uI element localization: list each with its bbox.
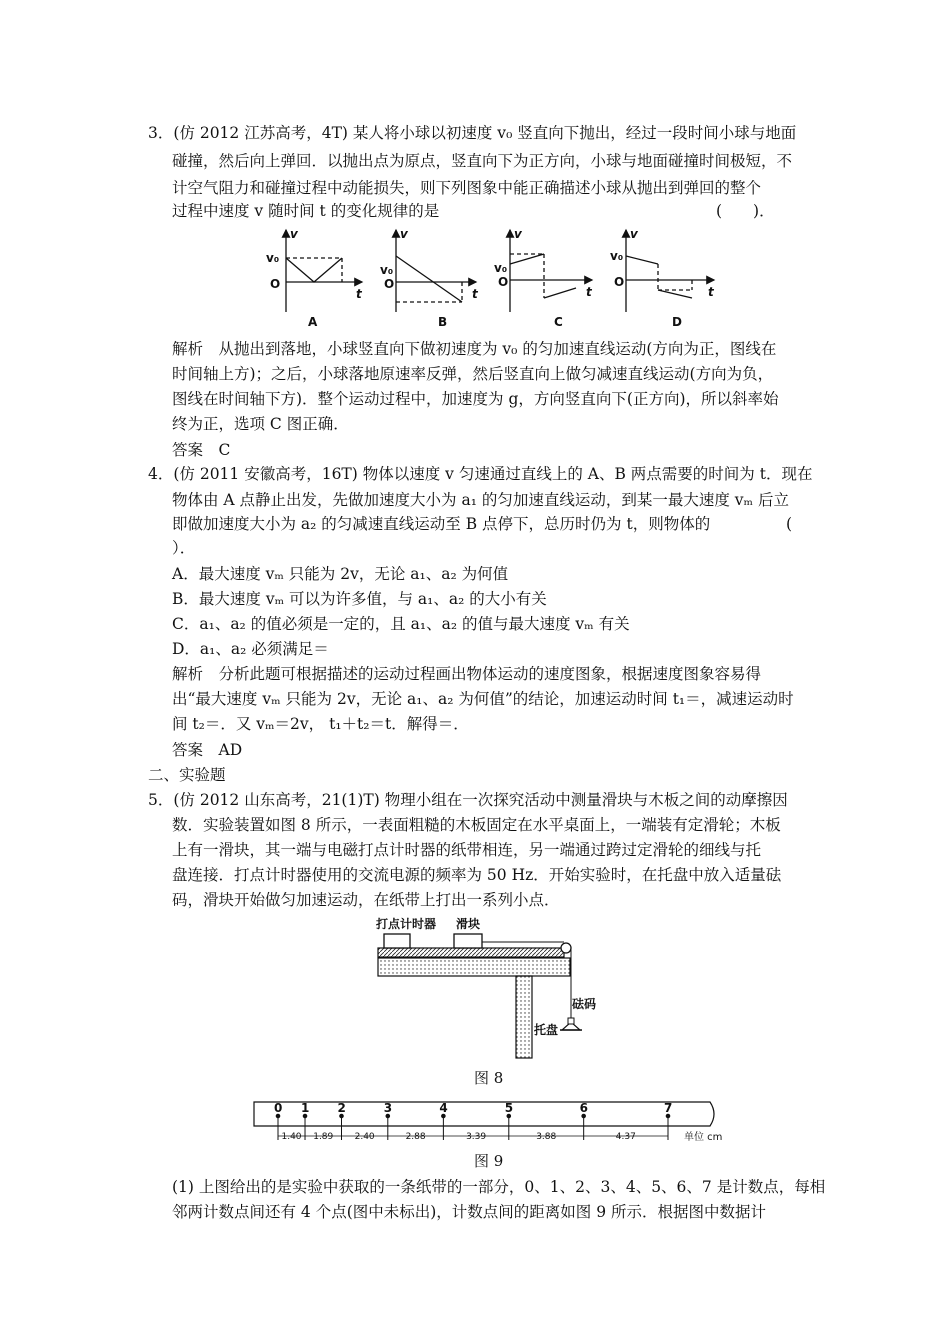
svg-text:t: t	[586, 285, 592, 299]
svg-text:v: v	[290, 227, 298, 241]
tape-point-label-0: 0	[274, 1101, 283, 1115]
svg-text:C: C	[554, 315, 563, 329]
q3-analysis-2: 时间轴上方)；之后，小球落地原速率反弹，然后竖直向上做匀减速直线运动(方向为负，	[172, 365, 774, 383]
svg-text:t: t	[708, 285, 714, 299]
svg-text:D: D	[672, 315, 682, 329]
svg-text:砝码: 砝码	[572, 997, 597, 1011]
fig9-paper-tape	[248, 1094, 726, 1146]
svg-text:v₀: v₀	[610, 249, 624, 263]
tape-point-label-2: 2	[337, 1101, 346, 1115]
graph-d	[626, 230, 714, 312]
q4-line-2: 物体由 A 点静止出发，先做加速度大小为 a₁ 的匀加速直线运动，到某一最大速度 vₘ 后立	[172, 491, 789, 509]
q4-analysis-3: 间 t₂＝．又 vₘ＝2v， t₁＋t₂＝t．解得＝．	[172, 715, 469, 733]
q4-option-a: A．最大速度 vₘ 只能为 2v，无论 a₁、a₂ 为何值	[172, 565, 509, 583]
tape-point-label-6: 6	[579, 1101, 589, 1115]
tape-point-label-3: 3	[383, 1101, 393, 1115]
tape-distance-3: 2.88	[405, 1132, 426, 1142]
svg-text:O: O	[614, 275, 625, 289]
q4-analysis-1: 解析 分析此题可根据描述的运动过程画出物体运动的速度图象，根据速度图象容易得	[172, 665, 762, 683]
svg-text:t: t	[356, 287, 362, 301]
q5-line-5: 码，滑块开始做匀加速运动，在纸带上打出一系列小点．	[172, 891, 560, 909]
svg-text:v₀: v₀	[266, 251, 280, 265]
q4-line-3: 即做加速度大小为 a₂ 的匀减速直线运动至 B 点停下，总历时仍为 t，则物体的	[172, 515, 711, 533]
graph-b	[396, 230, 476, 312]
q4-answer-blank: (	[786, 515, 793, 533]
tape-point-label-7: 7	[664, 1101, 673, 1115]
svg-text:滑块: 滑块	[456, 917, 481, 931]
q3-analysis-3: 图线在时间轴下方)．整个运动过程中，加速度为 g，方向竖直向下(正方向)，所以斜率始	[172, 390, 779, 408]
svg-text:v: v	[630, 227, 638, 241]
fig8-caption: 图 8	[474, 1069, 504, 1087]
q4-option-c: C．a₁、a₂ 的值必须是一定的，且 a₁、a₂ 的值与最大速度 vₘ 有关	[172, 615, 630, 633]
section-title: 二、实验题	[148, 766, 226, 784]
graph-a	[286, 230, 362, 312]
q5-line-1: 5．(仿 2012 山东高考，21(1)T) 物理小组在一次探究活动中测量滑块与木板之间的动摩擦因	[148, 791, 788, 809]
tape-distance-1: 1.89	[313, 1132, 334, 1142]
svg-text:O: O	[270, 277, 281, 291]
q5-sub1-line-2: 邻两计数点间还有 4 个点(图中未标出)，计数点间的距离如图 9 所示．根据图中数据计	[172, 1203, 767, 1221]
q3-line-1: 3．(仿 2012 江苏高考，4T) 某人将小球以初速度 v₀ 竖直向下抛出，经过一段时间小球与地面	[148, 124, 797, 142]
svg-text:托盘: 托盘	[534, 1023, 559, 1037]
fig8-apparatus	[372, 912, 622, 1060]
q4-option-b: B．最大速度 vₘ 可以为许多值，与 a₁、a₂ 的大小有关	[172, 590, 547, 608]
q3-analysis-1: 解析 从抛出到落地，小球竖直向下做初速度为 v₀ 的匀加速直线运动(方向为正，图线在	[172, 340, 777, 358]
svg-text:O: O	[498, 275, 509, 289]
q5-line-2: 数．实验装置如图 8 所示，一表面粗糙的木板固定在水平桌面上，一端装有定滑轮；木板	[172, 816, 781, 834]
svg-text:打点计时器: 打点计时器	[376, 917, 437, 931]
svg-text:O: O	[384, 277, 395, 291]
q3-answer-blank: ( )．	[716, 202, 775, 220]
q5-line-4: 盘连接．打点计时器使用的交流电源的频率为 50 Hz．开始实验时，在托盘中放入适量砝	[172, 866, 782, 884]
q4-answer: 答案 AD	[172, 741, 243, 759]
q3-answer: 答案 C	[172, 441, 231, 459]
svg-text:v₀: v₀	[494, 261, 508, 275]
graph-c	[510, 230, 592, 312]
q4-line-1: 4．(仿 2011 安徽高考，16T) 物体以速度 v 匀速通过直线上的 A、B 两点需要的时间为 t．现在	[148, 465, 813, 483]
tape-distance-0: 1.40	[281, 1132, 302, 1142]
q4-analysis-2: 出“最大速度 vₘ 只能为 2v，无论 a₁、a₂ 为何值”的结论，加速运动时间 t₁＝，减速运动时	[172, 690, 794, 708]
q4-line-4: ）．	[172, 539, 196, 557]
tape-point-label-5: 5	[504, 1101, 514, 1115]
q3-analysis-4: 终为正，选项 C 图正确．	[172, 415, 349, 433]
fig9-caption: 图 9	[474, 1152, 504, 1170]
svg-text:v: v	[400, 227, 408, 241]
tape-distance-6: 4.37	[615, 1132, 636, 1142]
svg-text:A: A	[308, 315, 318, 329]
svg-text:v: v	[514, 227, 522, 241]
q3-line-2: 碰撞，然后向上弹回．以抛出点为原点，竖直向下为正方向，小球与地面碰撞时间极短，不	[172, 152, 793, 170]
tape-distance-5: 3.88	[536, 1132, 557, 1142]
q5-line-3: 上有一滑块，其一端与电磁打点计时器的纸带相连，另一端通过跨过定滑轮的细线与托	[172, 841, 762, 859]
q3-line-3: 计空气阻力和碰撞过程中动能损失，则下列图象中能正确描述小球从抛出到弹回的整个	[172, 179, 762, 197]
q5-sub1-line-1: (1) 上图给出的是实验中获取的一条纸带的一部分，0、1、2、3、4、5、6、7 是计数点，每相	[172, 1178, 826, 1196]
tape-point-label-4: 4	[439, 1101, 448, 1115]
svg-text:B: B	[438, 315, 448, 329]
svg-text:t: t	[472, 287, 478, 301]
tape-distance-4: 3.39	[466, 1132, 487, 1142]
q4-option-d: D．a₁、a₂ 必须满足＝	[172, 640, 329, 658]
q3-line-4: 过程中速度 v 随时间 t 的变化规律的是	[172, 202, 440, 220]
q3-vt-graphs	[262, 226, 732, 330]
tape-distance-2: 2.40	[354, 1132, 375, 1142]
tape-unit: 单位 cm	[684, 1132, 723, 1143]
svg-text:v₀: v₀	[380, 263, 394, 277]
tape-point-label-1: 1	[301, 1101, 310, 1115]
